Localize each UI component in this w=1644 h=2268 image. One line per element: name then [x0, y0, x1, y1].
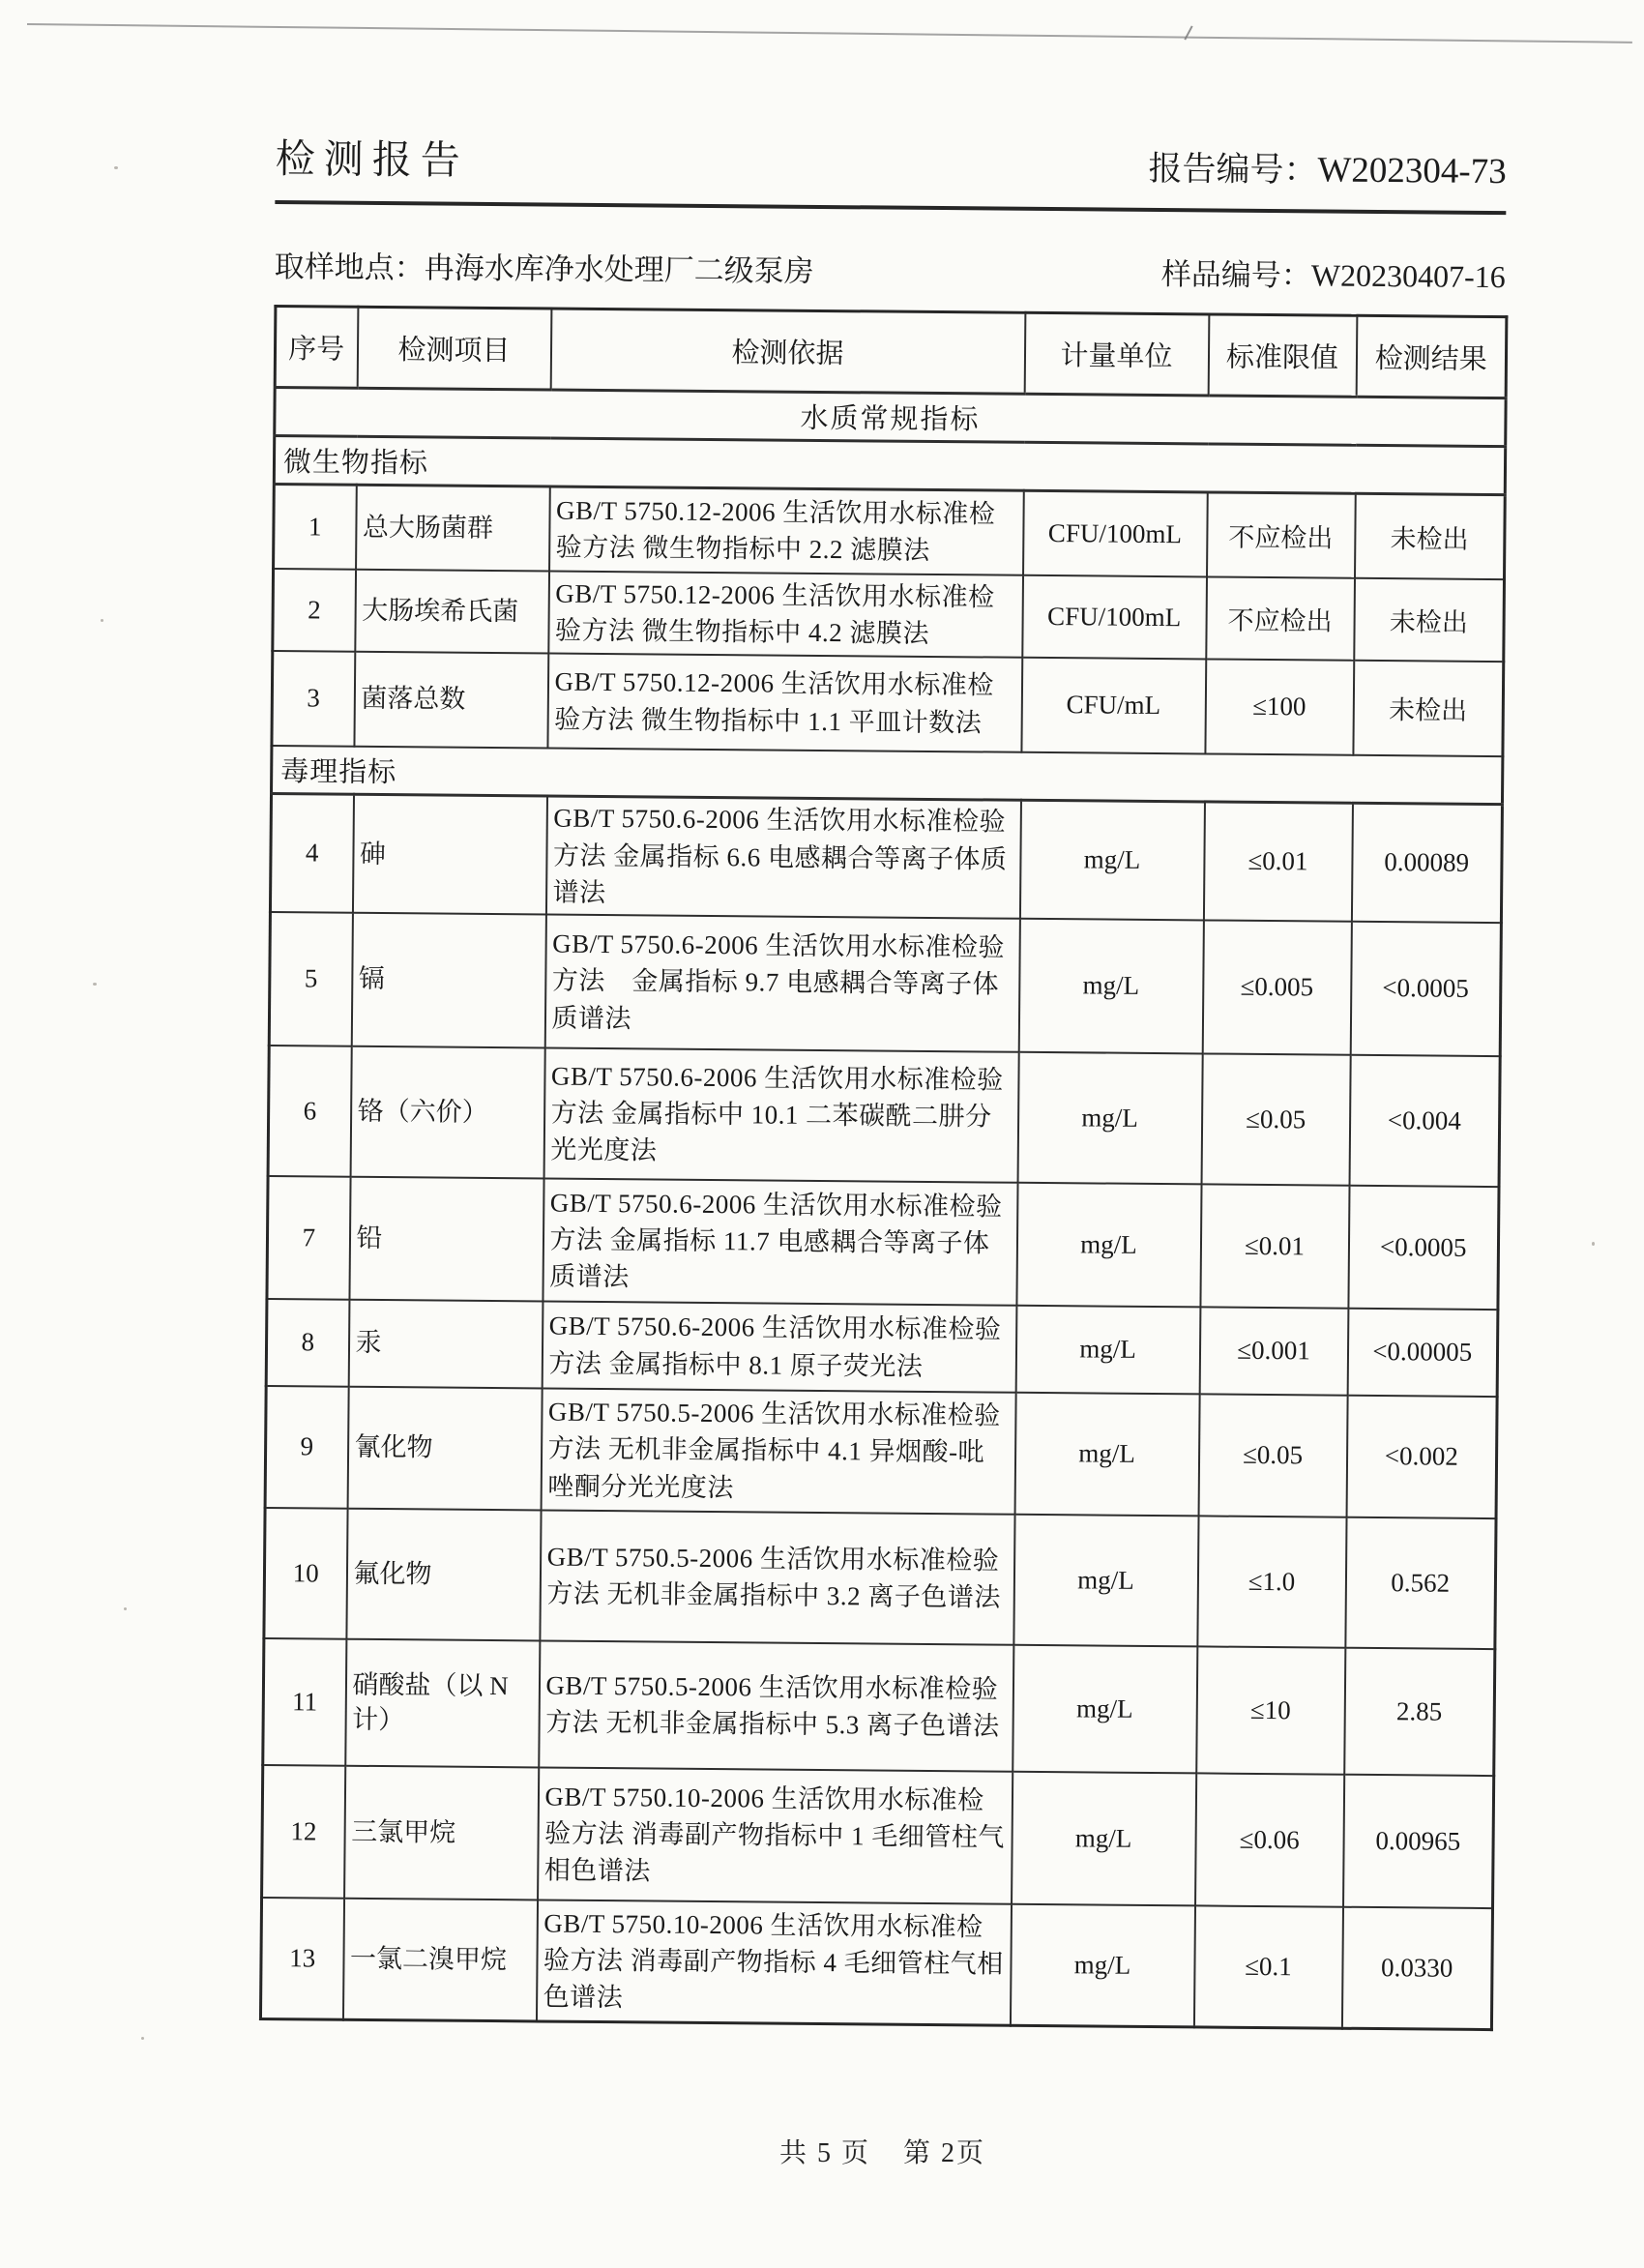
- table-row: [264, 1507, 1496, 1648]
- limit-cell: 不应检出: [1206, 576, 1355, 660]
- unit-cell: mg/L: [1017, 1051, 1202, 1184]
- sampling-site: [275, 251, 814, 286]
- group-title: 微生物指标: [274, 436, 1505, 495]
- result-cell: 2.85: [1344, 1647, 1495, 1775]
- limit-cell: ≤1.0: [1197, 1516, 1346, 1647]
- seq-cell: 4: [270, 794, 353, 913]
- item-cell: 镉: [351, 912, 545, 1047]
- total-pages: 共 5 页: [778, 2138, 870, 2168]
- method-cell: GB/T 5750.6-2006 生活饮用水标准检验方法 金属指标中 10.1 二苯碳酰二肼分光光度法: [543, 1047, 1018, 1182]
- table-row: [268, 1046, 1500, 1187]
- item-cell: 菌落总数: [354, 651, 548, 748]
- method-cell: GB/T 5750.5-2006 生活饮用水标准检验方法 无机非金属指标中 5.3 离子色谱法: [539, 1640, 1013, 1771]
- item-cell: 氰化物: [347, 1386, 542, 1510]
- limit-cell: ≤0.05: [1201, 1053, 1350, 1185]
- result-cell: 未检出: [1355, 493, 1506, 578]
- seq-cell: 3: [272, 651, 355, 747]
- item-cell: 汞: [348, 1299, 543, 1388]
- section-title: 水质常规指标: [275, 388, 1506, 447]
- limit-cell: ≤0.01: [1203, 802, 1352, 921]
- unit-cell: mg/L: [1013, 1514, 1198, 1646]
- unit-cell: mg/L: [1016, 1182, 1201, 1307]
- table-row: [266, 1298, 1498, 1396]
- seq-cell: 7: [267, 1176, 350, 1300]
- report-number: [1148, 151, 1507, 190]
- col-header-result: 检测结果: [1356, 315, 1507, 398]
- sample-number-label: 样品编号：: [1160, 257, 1312, 293]
- seq-cell: 2: [273, 569, 356, 652]
- page-footer: [267, 2132, 1498, 2170]
- limit-cell: ≤0.1: [1193, 1905, 1342, 2028]
- method-cell: GB/T 5750.5-2006 生活饮用水标准检验方法 无机非金属指标中 4.1 异烟酸-吡唑酮分光光度法: [541, 1388, 1015, 1514]
- table-row: [260, 1897, 1492, 2029]
- sampling-site-label: 取样地点：: [274, 250, 425, 285]
- result-cell: 0.0330: [1341, 1906, 1492, 2029]
- unit-cell: mg/L: [1019, 800, 1204, 920]
- item-cell: 砷: [352, 794, 546, 914]
- method-cell: GB/T 5750.10-2006 生活饮用水标准检验方法 消毒副产物指标中 1 毛细管柱气相色谱法: [538, 1767, 1013, 1903]
- unit-cell: mg/L: [1018, 918, 1203, 1053]
- seq-cell: 1: [274, 485, 357, 570]
- table-row: [274, 485, 1506, 579]
- limit-cell: ≤0.06: [1195, 1773, 1344, 1906]
- table-row: [267, 1176, 1499, 1310]
- item-cell: 大肠埃希氏菌: [355, 569, 549, 653]
- seq-cell: 13: [260, 1897, 343, 2019]
- seq-cell: 9: [265, 1385, 348, 1508]
- limit-cell: ≤0.001: [1199, 1307, 1348, 1395]
- report-document: [259, 0, 1508, 2031]
- limit-cell: ≤0.005: [1202, 920, 1351, 1054]
- method-cell: GB/T 5750.12-2006 生活饮用水标准检验方法 微生物指标中 4.2 滤膜法: [548, 571, 1023, 657]
- report-number-label: 报告编号：: [1148, 149, 1318, 190]
- col-header-limit: 标准限值: [1208, 314, 1357, 397]
- unit-cell: CFU/mL: [1021, 657, 1206, 753]
- item-cell: 氟化物: [346, 1508, 541, 1640]
- result-cell: <0.002: [1346, 1395, 1497, 1517]
- table-row: [263, 1637, 1495, 1775]
- result-cell: <0.0005: [1350, 921, 1501, 1055]
- unit-cell: mg/L: [1010, 1903, 1194, 2027]
- current-page: 第 2页: [903, 2138, 986, 2168]
- unit-cell: mg/L: [1015, 1305, 1200, 1394]
- table-row: [273, 569, 1505, 662]
- unit-cell: mg/L: [1014, 1392, 1199, 1516]
- result-cell: 未检出: [1354, 577, 1505, 661]
- col-header-unit: 计量单位: [1024, 312, 1209, 396]
- result-cell: 0.00089: [1351, 803, 1502, 922]
- seq-cell: 5: [269, 912, 352, 1046]
- table-header-row: [275, 307, 1507, 398]
- sampling-site-value: 冉海水库净水处理厂二级泵房: [424, 250, 814, 288]
- limit-cell: ≤100: [1205, 659, 1354, 754]
- col-header-item: 检测项目: [357, 307, 551, 390]
- item-cell: 铬（六价）: [350, 1046, 544, 1178]
- col-header-method: 检测依据: [550, 309, 1025, 394]
- unit-cell: CFU/100mL: [1023, 490, 1208, 576]
- results-table: [259, 305, 1508, 2031]
- table-row: [262, 1764, 1494, 1907]
- method-cell: GB/T 5750.6-2006 生活饮用水标准检验方法 金属指标 6.6 电感耦合等离子体质谱法: [545, 796, 1020, 918]
- header-divider: [275, 200, 1506, 215]
- unit-cell: mg/L: [1012, 1771, 1196, 1905]
- seq-cell: 10: [264, 1507, 347, 1638]
- table-row: [265, 1385, 1497, 1517]
- limit-cell: 不应检出: [1207, 492, 1356, 577]
- seq-cell: 8: [266, 1298, 349, 1386]
- limit-cell: ≤0.01: [1200, 1184, 1349, 1308]
- method-cell: GB/T 5750.5-2006 生活饮用水标准检验方法 无机非金属指标中 3.2 离子色谱法: [540, 1510, 1014, 1644]
- unit-cell: mg/L: [1013, 1644, 1197, 1773]
- item-cell: 铅: [349, 1176, 543, 1301]
- limit-cell: ≤10: [1196, 1646, 1345, 1774]
- table-row: [269, 912, 1501, 1056]
- method-cell: GB/T 5750.6-2006 生活饮用水标准检验方法 金属指标 9.7 电感耦合等离子体质谱法: [544, 914, 1019, 1051]
- method-cell: GB/T 5750.12-2006 生活饮用水标准检验方法 微生物指标中 1.1 平皿计数法: [547, 653, 1022, 751]
- method-cell: GB/T 5750.6-2006 生活饮用水标准检验方法 金属指标 11.7 电感耦合等离子体质谱法: [543, 1178, 1017, 1305]
- group-title: 毒理指标: [272, 746, 1503, 805]
- sample-number-value: W20230407-16: [1310, 257, 1506, 295]
- result-cell: 0.00965: [1343, 1774, 1494, 1907]
- method-cell: GB/T 5750.10-2006 生活饮用水标准检验方法 消毒副产物指标 4 毛细管柱气相色谱法: [536, 1900, 1011, 2025]
- table-row: [272, 651, 1504, 756]
- item-cell: 总大肠菌群: [356, 485, 550, 571]
- seq-cell: 11: [263, 1637, 346, 1765]
- report-number-value: W202304-73: [1317, 150, 1507, 192]
- limit-cell: ≤0.05: [1198, 1394, 1347, 1517]
- sample-info-row: [274, 247, 1506, 295]
- report-header: [276, 129, 1507, 190]
- sample-number: [1160, 257, 1506, 295]
- seq-cell: 6: [268, 1046, 351, 1177]
- result-cell: <0.004: [1349, 1054, 1500, 1186]
- method-cell: GB/T 5750.6-2006 生活饮用水标准检验方法 金属指标中 8.1 原子荧光法: [542, 1301, 1016, 1392]
- item-cell: 三氯甲烷: [344, 1765, 539, 1900]
- unit-cell: CFU/100mL: [1022, 574, 1207, 659]
- result-cell: <0.00005: [1347, 1308, 1498, 1396]
- method-cell: GB/T 5750.12-2006 生活饮用水标准检验方法 微生物指标中 2.2 滤膜法: [549, 486, 1024, 574]
- result-cell: 未检出: [1353, 660, 1504, 755]
- table-row: [270, 794, 1502, 923]
- item-cell: 硝酸盐（以 N 计）: [345, 1638, 540, 1767]
- result-cell: <0.0005: [1348, 1185, 1499, 1309]
- page-title: 检测报告: [275, 136, 469, 183]
- item-cell: 一氯二溴甲烷: [342, 1898, 537, 2021]
- result-cell: 0.562: [1345, 1517, 1496, 1648]
- seq-cell: 12: [262, 1764, 345, 1898]
- col-header-seq: 序号: [275, 307, 358, 389]
